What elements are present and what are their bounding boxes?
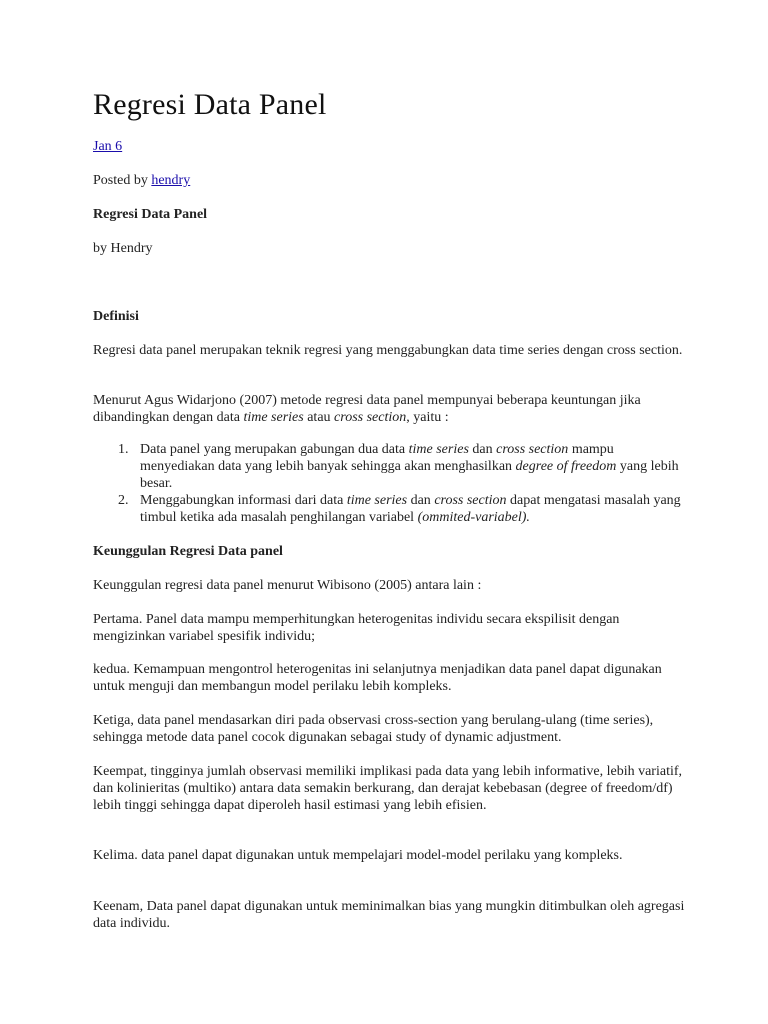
post-byline: by Hendry [93,241,153,256]
post-subtitle: Regresi Data Panel [93,207,208,222]
keunggulan-intro: Keunggulan regresi data panel menurut Wibisono (2005) antara lain : [93,578,482,593]
italic-term: time series [346,493,408,508]
italic-term: cross section [434,493,507,508]
advantages-list [93,441,688,526]
section-heading-definisi: Definisi [93,309,139,324]
text-run: Menurut Agus Widarjono (2007) metode regresi data panel mempunyai beberapa keuntungan jika dibandingkan dengan data [93,393,641,425]
text-run: atau [303,410,335,425]
list-item [118,492,688,526]
post-date-link[interactable]: Jan 6 [93,139,123,154]
text-run: yang lebih besar. [140,459,679,491]
keunggulan-paragraph-2: kedua. Kemampuan mengontrol heterogenitas ini selanjutnya menjadikan data panel dapat digunakan untuk menguji dan membangun model perilaku lebih kompleks. [93,662,662,694]
author-link[interactable]: hendry [151,173,191,188]
italic-term: time series [243,410,304,425]
italic-term: time series [408,442,469,457]
definisi-paragraph-1: Regresi data panel merupakan teknik regresi yang menggabungkan data time series dengan cross section. [93,343,683,358]
text-run: dan [407,493,435,508]
post-date-line [93,138,688,155]
keunggulan-paragraph-1: Pertama. Panel data mampu memperhitungkan heterogenitas individu secara ekspilisit dengan mengizinkan variabel spesifik individu; [93,612,620,644]
list-item [118,441,688,492]
list-item-number: 1. [118,442,129,457]
italic-term: degree of freedom [515,459,617,474]
text-run: dan [468,442,497,457]
definisi-paragraph-2 [93,392,688,426]
italic-term: (ommited-variabel). [417,510,530,525]
keunggulan-paragraph-5: Kelima. data panel dapat digunakan untuk mempelajari model-model perilaku yang kompleks. [93,848,623,863]
text-run: Menggabungkan informasi dari data [140,493,347,508]
section-heading-keunggulan: Keunggulan Regresi Data panel [93,544,283,559]
list-item-number: 2. [118,493,129,508]
keunggulan-paragraph-6: Keenam, Data panel dapat digunakan untuk meminimalkan bias yang mungkin ditimbulkan oleh agregasi data individu. [93,899,685,931]
keunggulan-paragraph-3: Ketiga, data panel mendasarkan diri pada observasi cross-section yang berulang-ulang (time series), sehingga metode data panel cocok digunakan sebagai study of dynamic adjustment. [93,713,654,745]
text-run: dapat mengatasi masalah yang timbul ketika ada masalah penghilangan variabel [140,493,681,525]
posted-by-label: Posted by [93,173,152,188]
italic-term: cross section [496,442,569,457]
text-run: Data panel yang merupakan gabungan dua data [140,442,409,457]
page-title: Regresi Data Panel [93,88,327,121]
keunggulan-paragraph-4: Keempat, tingginya jumlah observasi memiliki implikasi pada data yang lebih informative, lebih variatif, dan kolinieritas (multiko) antara data semakin berkurang, dan derajat kebebasan (degree of freedom/df) lebih tinggi sehingga dapat diperoleh hasil estimasi yang lebih efisien. [93,764,683,813]
text-run: , yaitu : [406,410,449,425]
italic-term: cross section [334,410,407,425]
posted-by-line [93,172,688,189]
text-run: mampu menyediakan data yang lebih banyak sehingga akan menghasilkan [140,442,614,474]
